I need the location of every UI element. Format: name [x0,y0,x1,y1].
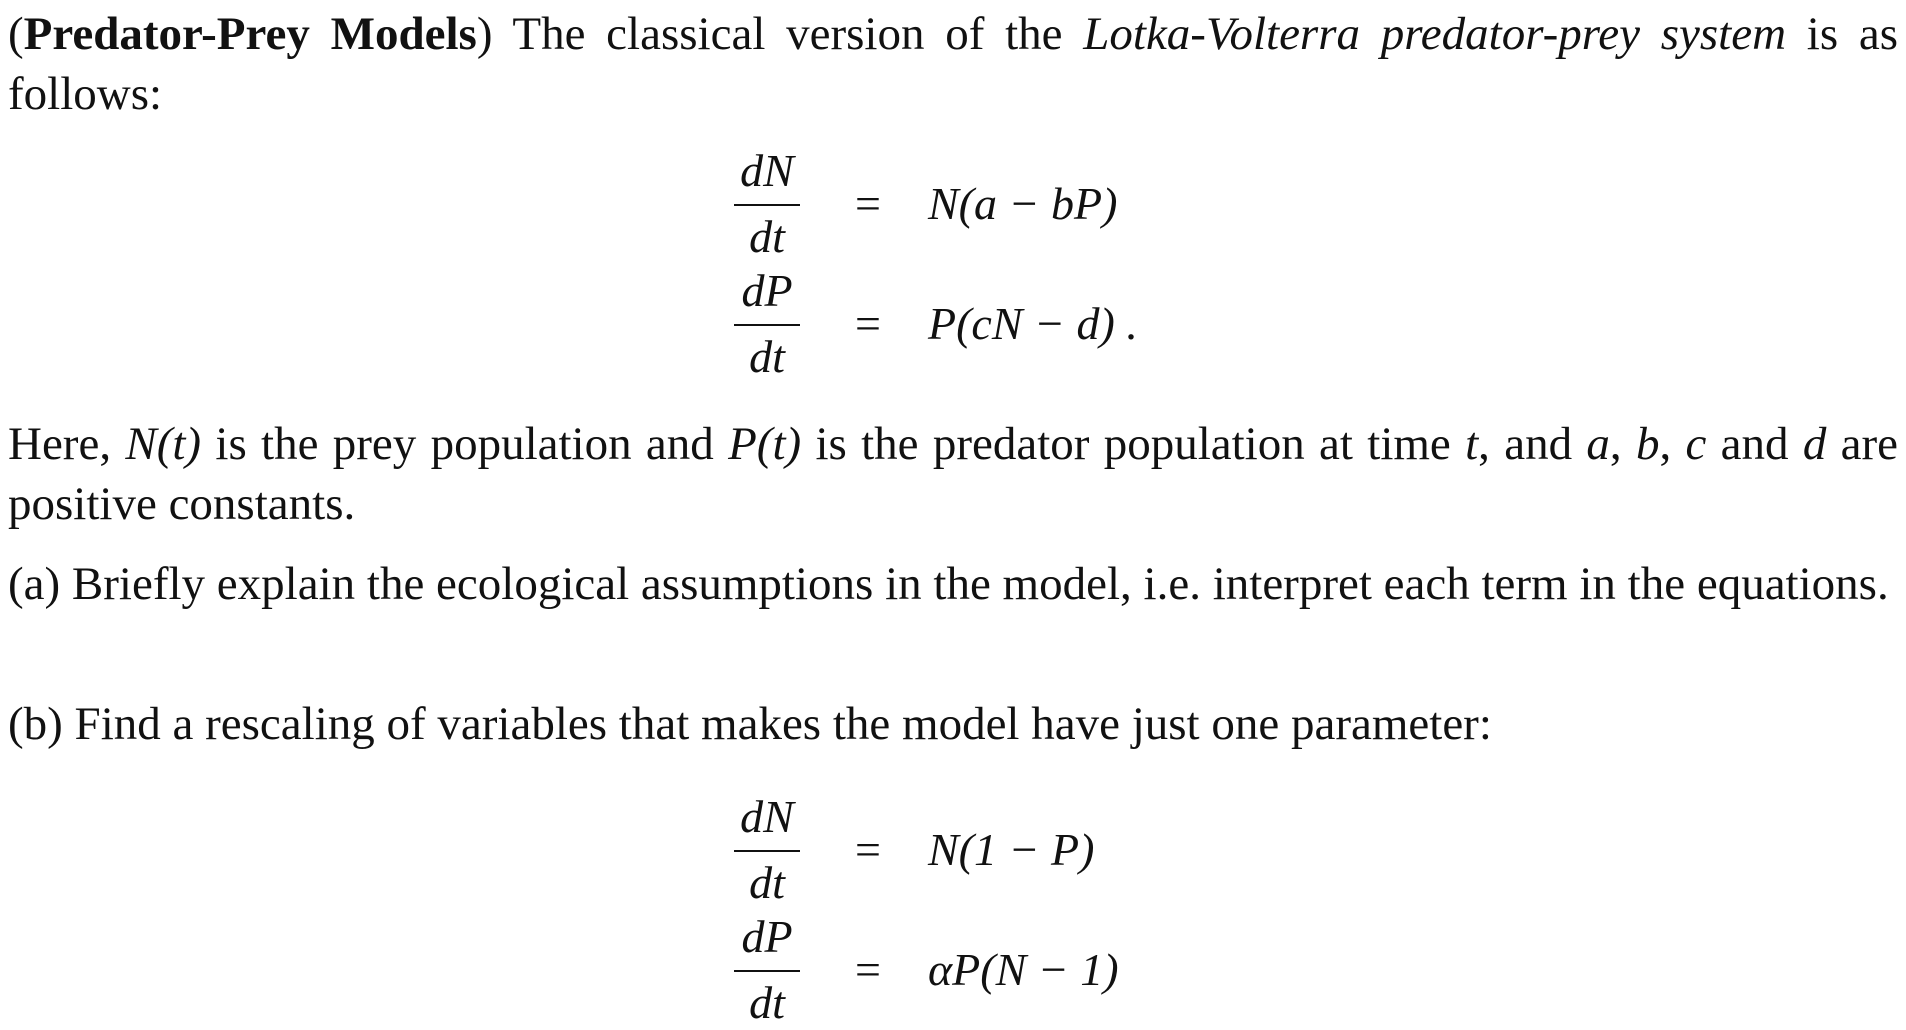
fraction-denominator: dt [749,857,785,908]
constant-a: a [1586,418,1610,470]
fraction-denominator: dt [749,331,785,382]
fraction-numerator: dP [741,911,793,962]
time-variable: t [1465,418,1479,470]
fraction-numerator: dN [740,145,794,196]
definition-text: are positive constants. [8,418,1899,530]
definition-text: and [1706,418,1803,470]
part-b-question: (b) Find a rescaling of variables that makes the model have just one parameter: [8,698,1492,750]
equation-prey [0,144,1906,264]
part-a-question: (a) Briefly explain the ecological assumptions in the model, i.e. interpret each term in the equations. [8,558,1889,610]
equation-rhs: N(a − bP) [928,178,1118,229]
fraction-bar [734,324,800,326]
definition-text: is the predator population at time [801,418,1466,470]
definition-text: , and [1478,418,1587,470]
problem-title: Predator-Prey Models [23,8,477,60]
predator-variable: P(t) [728,418,802,470]
equation-rhs: P(cN − d) . [928,298,1138,349]
prey-variable: N(t) [125,418,202,470]
equals-sign: = [855,824,881,875]
derivative-fraction [730,910,804,1030]
problem-intro: (Predator-Prey Models) The classical version of the Lotka-Volterra predator-prey system is as follows: [8,8,1898,120]
equals-sign: = [855,944,881,995]
model-name: Lotka-Volterra predator-prey system [1083,8,1787,60]
constant-d: d [1802,418,1827,470]
intro-text: The classical version of the [492,8,1084,60]
equation-predator [0,264,1906,384]
equation-rhs: N(1 − P) [928,824,1095,875]
fraction-denominator: dt [749,977,785,1028]
equation-predator-rescaled [0,910,1906,1030]
fraction-numerator: dN [740,791,794,842]
equation-prey-rescaled [0,790,1906,910]
comma: , [1609,418,1636,470]
fraction-denominator: dt [749,211,785,262]
constant-c: c [1685,418,1707,470]
constant-b: b [1635,418,1660,470]
equals-sign: = [855,298,881,349]
variable-definitions [8,414,1898,534]
fraction-numerator: dP [741,265,793,316]
derivative-fraction [730,790,804,910]
derivative-fraction [730,144,804,264]
derivative-fraction [730,264,804,384]
definition-text: is the prey population and [201,418,729,470]
comma: , [1659,418,1686,470]
fraction-bar [734,204,800,206]
fraction-bar [734,850,800,852]
intro-end: is as follows: [8,8,1898,120]
fraction-bar [734,970,800,972]
equation-rhs: αP(N − 1) [928,944,1119,995]
definition-text: Here, [8,418,126,470]
equals-sign: = [855,178,881,229]
